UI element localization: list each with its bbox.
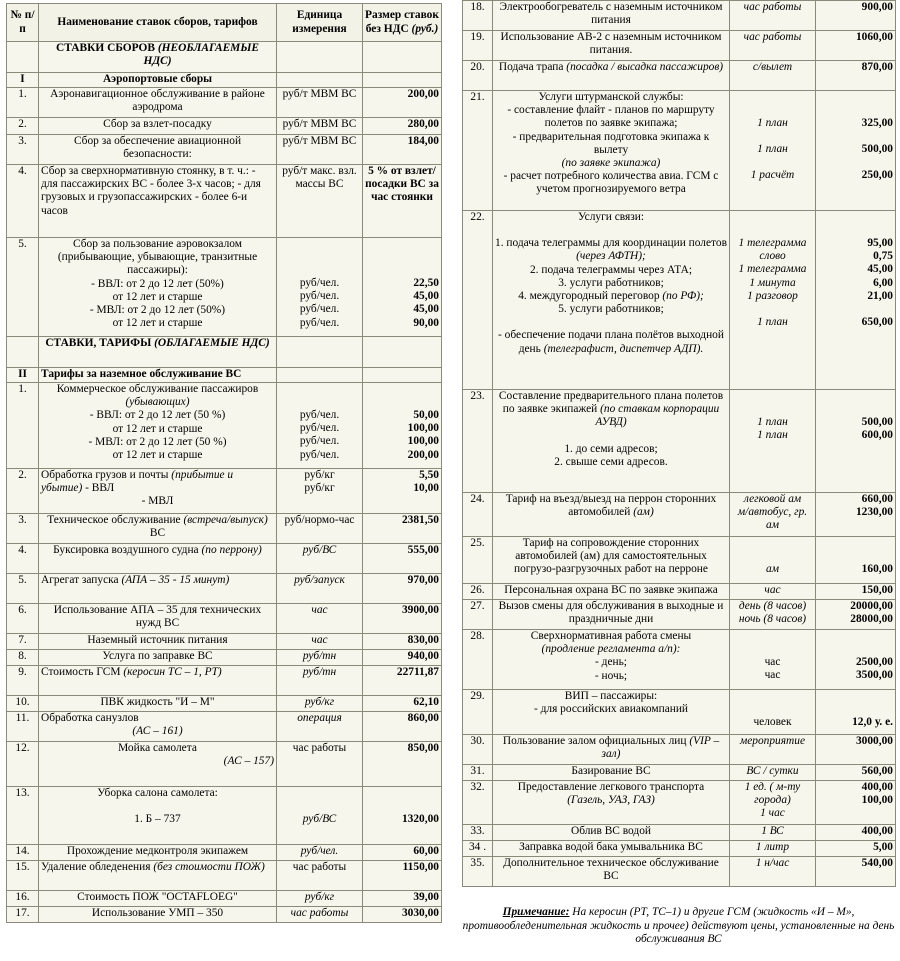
table-row: 15. Удаление обледенения (без стоимости ПОЖ) час работы 1150,00 bbox=[7, 861, 442, 891]
table-row: 26. Персональная охрана ВС по заявке экипажа час 150,00 bbox=[463, 584, 896, 600]
col-name-header: Наименование ставок сборов, тарифов bbox=[39, 4, 277, 42]
table-row: 5. Агрегат запуска (АПА – 35 - 15 минут) руб/запуск 970,00 bbox=[7, 574, 442, 604]
table-row: 22. Услуги связи: 1. подача телеграммы для координации полетов (через АФТН); 2. подача телеграммы через АТА; 3. услуги работников; 4. междугородный переговор (по РФ); 5. услуги работников; - обеспечение подачи плана полётов выходной день (телеграфист, диспетчер АДП). 1 телеграмма слово 1 телеграмма 1 минута 1 разговор 1 план 95,00 0,75 45,00 6,00 21,00 650,00 bbox=[463, 211, 896, 390]
footnote-label: Примечание: bbox=[502, 906, 570, 918]
table-row: 35. Дополнительное техническое обслуживание ВС 1 н/час 540,00 bbox=[463, 857, 896, 887]
col-unit-header: Единица измерения bbox=[277, 4, 363, 42]
col-num-header: № п/п bbox=[7, 4, 39, 42]
col-value-header: Размер ставок без НДС (руб.) bbox=[363, 4, 442, 42]
table-row: 6. Использование АПА – 35 для технических нужд ВС час 3900,00 bbox=[7, 604, 442, 634]
table-row: 19. Использование АВ-2 с наземным источником питания. час работы 1060,00 bbox=[463, 31, 896, 61]
section-row bbox=[7, 42, 442, 73]
table-row: 29. ВИП – пассажиры: - для российских авиакомпаний человек 12,0 у. е. bbox=[463, 690, 896, 735]
table-row: 2. Сбор за взлет-посадку руб/т МВМ ВС 280,00 bbox=[7, 118, 442, 135]
tariff-table-right bbox=[462, 0, 896, 887]
table-row: 25. Тариф на сопровождение сторонних автомобилей (ам) для самостоятельных погрузо-разгрузочных работ на перроне ам 160,00 bbox=[463, 537, 896, 584]
section-row: I Аэропортовые сборы bbox=[7, 73, 442, 88]
table-row: 8. Услуга по заправке ВС руб/тн 940,00 bbox=[7, 650, 442, 666]
table-row: 11. Обработка санузлов (АС – 161) операция 860,00 bbox=[7, 712, 442, 742]
table-row: 23. Составление предварительного плана полетов по заявке экипажей (по ставкам корпорации АУВД) 1. до семи адресов; 2. свыше семи адресов. 1 план 1 план 500,00 600,00 bbox=[463, 390, 896, 493]
section-title: СТАВКИ СБОРОВ (НЕОБЛАГАЕМЫЕ НДС) bbox=[39, 42, 277, 73]
section-row bbox=[7, 337, 442, 368]
table-row: 33. Облив ВС водой 1 ВС 400,00 bbox=[463, 825, 896, 841]
table-row: 24. Тариф на въезд/выезд на перрон сторонних автомобилей (ам) легковой ам м/автобус, гр. ам 660,00 1230,00 bbox=[463, 493, 896, 537]
table-row: 7. Наземный источник питания час 830,00 bbox=[7, 634, 442, 650]
table-row: 16. Стоимость ПОЖ "OCTAFLOEG" руб/кг 39,00 bbox=[7, 891, 442, 907]
table-row: 12. Мойка самолета (АС – 157) час работы 850,00 bbox=[7, 742, 442, 787]
table-row: 1. Аэронавигационное обслуживание в районе аэродрома руб/т МВМ ВС 200,00 bbox=[7, 88, 442, 118]
table-row: 10. ПВК жидкость "И – М" руб/кг 62,10 bbox=[7, 696, 442, 712]
tariff-table-left bbox=[6, 3, 442, 923]
table-row: 31. Базирование ВС ВС / сутки 560,00 bbox=[463, 765, 896, 781]
table-row: 3. Техническое обслуживание (встреча/выпуск) ВС руб/нормо-час 2381,50 bbox=[7, 514, 442, 544]
table-row: 14. Прохождение медконтроля экипажем руб/чел. 60,00 bbox=[7, 845, 442, 861]
section-title: СТАВКИ, ТАРИФЫ (ОБЛАГАЕМЫЕ НДС) bbox=[39, 337, 277, 368]
table-row: 27. Вызов смены для обслуживания в выходные и праздничные дни день (8 часов) ночь (8 часов) 20000,00 28000,00 bbox=[463, 600, 896, 630]
table-row: 9. Стоимость ГСМ (керосин ТС – 1, РТ) руб/тн 22711,87 bbox=[7, 666, 442, 696]
table-row: 1. Коммерческое обслуживание пассажиров (убывающих) - ВВЛ: от 2 до 12 лет (50 %) от 12 лет и старше - МВЛ: от 2 до 12 лет (50 %) от 12 лет и старше руб/чел. руб/чел. руб/чел. руб/чел. 50,00 100,00 100,00 200,00 bbox=[7, 383, 442, 469]
table-row: 32. Предоставление легкового транспорта (Газель, УАЗ, ГАЗ) 1 ед. ( м-ту города) 1 час 400,00 100,00 bbox=[463, 781, 896, 825]
table-header bbox=[7, 4, 442, 42]
table-row: 34 . Заправка водой бака умывальника ВС 1 литр 5,00 bbox=[463, 841, 896, 857]
table-row: 28. Сверхнормативная работа смены (продление регламента а/п): - день; - ночь; час час 2500,00 3500,00 bbox=[463, 630, 896, 690]
table-row: 30. Пользование залом официальных лиц (VIP – зал) мероприятие 3000,00 bbox=[463, 735, 896, 765]
table-row: 4. Буксировка воздушного судна (по перрону) руб/ВС 555,00 bbox=[7, 544, 442, 574]
table-row: 20. Подача трапа (посадка / высадка пассажиров) с/вылет 870,00 bbox=[463, 61, 896, 91]
table-row: 18. Электрообогреватель с наземным источником питания час работы 900,00 bbox=[463, 1, 896, 31]
table-row: 4. Сбор за сверхнормативную стоянку, в т. ч.: - для пассажирских ВС - более 3-х часов; - для грузовых и грузопассажирских - более 6-и часов руб/т макс. взл. массы ВС 5 % от взлет/посадки ВС за час стоянки bbox=[7, 165, 442, 238]
table-row: 21. Услуги штурманской службы: - составление флайт - планов по маршруту полетов по заявке экипажа; - предварительная подготовка экипажа к вылету (по заявке экипажа) - расчет потребного количества авиа. ГСМ с учетом прогнозируемого ветра 1 план 1 план 1 расчёт 325,00 500,00 250,00 bbox=[463, 91, 896, 211]
table-row: 5. Сбор за пользование аэровокзалом (прибывающие, убывающие, транзитные пассажиры): - ВВЛ: от 2 до 12 лет (50%) от 12 лет и старше - МВЛ: от 2 до 12 лет (50%) от 12 лет и старше руб/чел. руб/чел. руб/чел. руб/чел. 22,50 45,00 45,00 90,00 bbox=[7, 238, 442, 337]
table-row: 17. Использование УМП – 350 час работы 3030,00 bbox=[7, 907, 442, 923]
footnote-text: На керосин (РТ, ТС–1) и другие ГСМ (жидкость «И – М», противообледенительная жидкость и прочее) действуют цены, установленные на день обслуживания ВС bbox=[462, 906, 895, 945]
footnote bbox=[462, 906, 895, 947]
table-row: 3. Сбор за обеспечение авиационной безопасности: руб/т МВМ ВС 184,00 bbox=[7, 135, 442, 165]
section-row: II Тарифы за наземное обслуживание ВС bbox=[7, 368, 442, 383]
table-row: 13. Уборка салона самолета: 1. Б – 737 руб/ВС 1320,00 bbox=[7, 787, 442, 845]
table-row: 2. Обработка грузов и почты (прибытие и убытие) - ВВЛ - МВЛ руб/кг руб/кг 5,50 10,00 bbox=[7, 469, 442, 514]
